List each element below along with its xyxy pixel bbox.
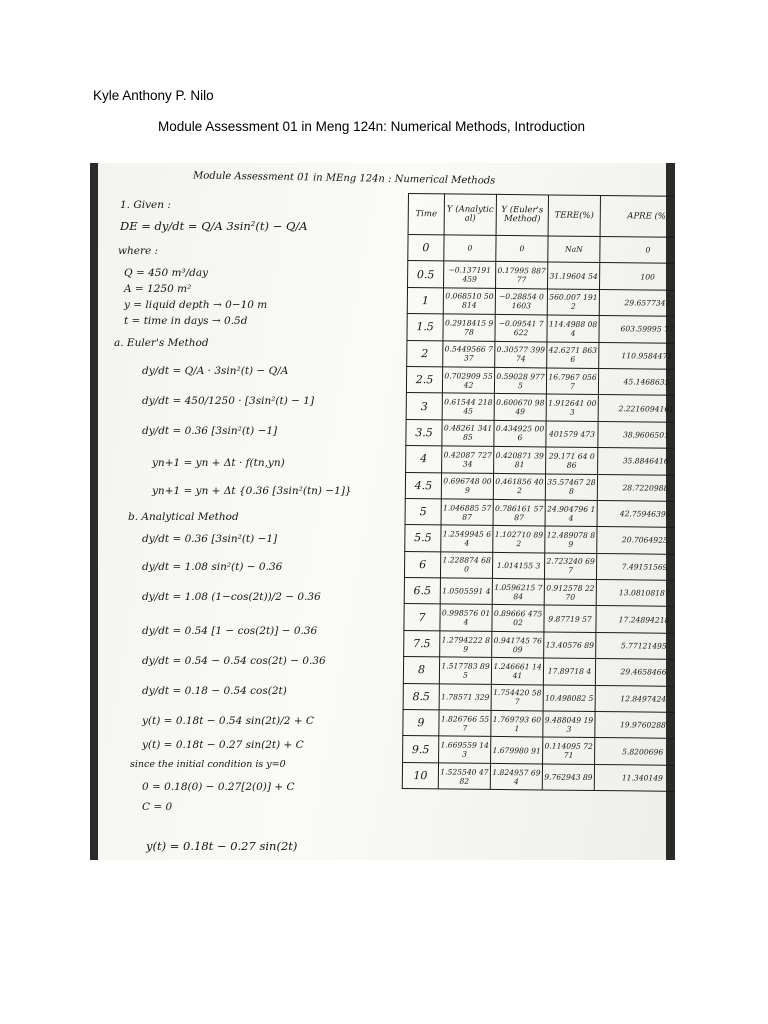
- table-cell: 0.2918415 978: [443, 314, 495, 341]
- table-cell: 5.5: [405, 525, 441, 552]
- table-cell: 42.6271 8636: [547, 342, 599, 369]
- euler-heading: a. Euler's Method: [114, 337, 209, 349]
- table-cell: 42.75946396: [597, 500, 675, 527]
- table-cell: 13.40576 89: [544, 632, 596, 659]
- given-equation: DE = dy/dt = Q/A 3sin²(t) − Q/A: [120, 219, 308, 233]
- table-cell: 13.08108187: [596, 580, 675, 607]
- table-cell: 24.904796 14: [545, 500, 597, 527]
- solution-eq-2: y(t) = 0.18t − 0.27 sin(2t) + C: [142, 739, 304, 751]
- table-cell: 0.5: [408, 261, 444, 288]
- analytical-heading: b. Analytical Method: [128, 511, 239, 523]
- where-label: where :: [118, 245, 159, 257]
- table-row: [406, 419, 675, 448]
- table-row: [404, 604, 675, 633]
- given-a: A = 1250 m²: [124, 283, 192, 295]
- table-cell: 1.769793 601: [491, 710, 543, 737]
- table-cell: 0.702909 5542: [442, 367, 494, 394]
- table-cell: 603.59995 77: [599, 316, 675, 343]
- table-cell: 28.7220988: [597, 474, 675, 501]
- solution-eq-3: 0 = 0.18(0) − 0.27[2(0)] + C: [142, 781, 295, 793]
- table-cell: 0.61544 21845: [442, 393, 494, 420]
- table-cell: 1.517783 895: [439, 657, 491, 684]
- solution-eq-4: C = 0: [142, 801, 173, 813]
- table-body: [402, 235, 675, 792]
- table-cell: 0.48261 34185: [442, 420, 494, 447]
- table-cell: 0.17995 88777: [496, 262, 548, 289]
- header-y-euler: Y (Euler's Method): [496, 194, 548, 236]
- table-cell: 0.941745 7609: [492, 631, 544, 658]
- table-cell: 0.5449566 737: [443, 340, 495, 367]
- table-header-row: [408, 194, 675, 238]
- table-cell: 1.669559 143: [439, 736, 491, 763]
- table-cell: 1.754420 587: [491, 684, 543, 711]
- analytical-eq-2: dy/dt = 1.08 sin²(t) − 0.36: [142, 561, 283, 573]
- table-cell: 1.78571 329: [439, 683, 491, 710]
- table-row: [405, 498, 675, 527]
- table-row: [405, 472, 675, 501]
- table-cell: 1.2549945 64: [441, 525, 493, 552]
- table-cell: 0.114095 7271: [543, 737, 595, 764]
- table-cell: 10.498082 5: [543, 685, 595, 712]
- table-row: [402, 762, 675, 791]
- table-cell: 1.228874 680: [440, 552, 492, 579]
- table-cell: 0.912578 2270: [544, 579, 596, 606]
- table-cell: 0.600670 9849: [494, 394, 546, 421]
- euler-eq-2: dy/dt = 450/1250 · [3sin²(t) − 1]: [142, 395, 315, 407]
- table-cell: 35.57467 288: [545, 473, 597, 500]
- euler-eq-4: yn+1 = yn + Δt · f(tn,yn): [152, 457, 285, 469]
- table-cell: 1.824957 694: [490, 763, 542, 790]
- table-cell: 2.5: [406, 366, 442, 393]
- table-cell: 0.89666 47502: [492, 605, 544, 632]
- table-row: [405, 525, 675, 554]
- table-cell: 11.340149: [594, 764, 675, 791]
- table-cell: −0.137191 459: [444, 261, 496, 288]
- table-cell: 110.9584471: [599, 342, 675, 369]
- table-cell: 114.4988 084: [547, 315, 599, 342]
- results-table-wrap: [402, 193, 675, 792]
- table-cell: 20.7064925: [597, 527, 675, 554]
- table-cell: 1.679980 91: [491, 737, 543, 764]
- table-row: [404, 578, 675, 607]
- header-time: Time: [408, 194, 444, 235]
- given-t: t = time in days → 0.5d: [124, 315, 248, 327]
- table-cell: 2: [407, 340, 443, 367]
- final-solution: y(t) = 0.18t − 0.27 sin(2t): [146, 839, 298, 853]
- table-cell: 1.0505591 4: [440, 578, 492, 605]
- table-cell: 8: [403, 657, 439, 684]
- table-cell: 1.2794222 89: [440, 631, 492, 658]
- table-cell: 1.046885 5787: [441, 499, 493, 526]
- table-cell: 1.5: [407, 314, 443, 341]
- table-row: [403, 683, 675, 712]
- table-row: [406, 393, 675, 422]
- author-name: Kyle Anthony P. Nilo: [93, 88, 214, 103]
- table-cell: −0.28854 01603: [495, 288, 547, 315]
- table-cell: 1.0596215 784: [492, 578, 544, 605]
- table-cell: 1: [407, 287, 443, 314]
- table-cell: 1.525540 4782: [438, 763, 490, 790]
- analytical-eq-5: dy/dt = 0.54 − 0.54 cos(2t) − 0.36: [142, 655, 326, 667]
- table-cell: 0.434925 006: [494, 420, 546, 447]
- table-cell: 1.246661 1441: [491, 658, 543, 685]
- table-cell: 0.068510 50814: [443, 288, 495, 315]
- euler-eq-5: yn+1 = yn + Δt {0.36 [3sin²(tn) −1]}: [152, 485, 352, 497]
- given-q: Q = 450 m³/day: [124, 267, 209, 279]
- table-cell: 29.4658466: [595, 659, 675, 686]
- table-row: [407, 287, 675, 316]
- table-cell: 7.5: [404, 630, 440, 657]
- results-table: [402, 193, 675, 792]
- table-cell: 7.49151569: [596, 553, 675, 580]
- table-cell: 560.007 1912: [547, 289, 599, 316]
- table-cell: 9.488049 193: [543, 711, 595, 738]
- table-cell: 0: [444, 235, 496, 262]
- table-cell: 0: [496, 235, 548, 262]
- table-cell: −0.09541 7622: [495, 315, 547, 342]
- analytical-eq-4: dy/dt = 0.54 [1 − cos(2t)] − 0.36: [142, 625, 318, 637]
- table-cell: 9: [403, 710, 439, 737]
- euler-eq-1: dy/dt = Q/A · 3sin²(t) − Q/A: [142, 365, 289, 377]
- header-tere: TERE(%): [548, 195, 600, 237]
- table-cell: 5.8200696: [595, 738, 675, 765]
- table-row: [406, 446, 675, 475]
- table-cell: 0: [600, 237, 675, 264]
- table-row: [403, 736, 675, 765]
- header-apre: APRE (%): [600, 196, 675, 238]
- table-cell: 1.826766 557: [439, 710, 491, 737]
- table-cell: 4: [406, 446, 442, 473]
- table-cell: 12.8497424: [595, 685, 675, 712]
- table-cell: 35.8846416: [598, 448, 675, 475]
- document-title: Module Assessment 01 in Meng 124n: Numerical Methods, Introduction: [158, 119, 585, 134]
- table-cell: 17.89718 4: [543, 658, 595, 685]
- table-cell: 0.59028 9775: [494, 367, 546, 394]
- table-cell: 2.2216094161: [598, 395, 675, 422]
- table-row: [403, 657, 675, 686]
- table-row: [406, 366, 675, 395]
- handwritten-photo: [90, 163, 675, 860]
- solution-eq-1: y(t) = 0.18t − 0.54 sin(2t)/2 + C: [142, 715, 314, 727]
- table-row: [407, 314, 675, 343]
- table-cell: 6: [404, 551, 440, 578]
- table-cell: 29.6577341: [599, 289, 675, 316]
- table-cell: 31.19604 54: [548, 262, 600, 289]
- table-cell: 1.102710 892: [493, 526, 545, 553]
- table-cell: 0.461856 402: [493, 473, 545, 500]
- table-cell: 38.9606501: [598, 421, 675, 448]
- table-cell: 7: [404, 604, 440, 631]
- table-cell: 401579 473: [546, 421, 598, 448]
- table-cell: 6.5: [404, 578, 440, 605]
- table-cell: 0.696748 009: [441, 472, 493, 499]
- paper-sheet: [98, 163, 675, 860]
- table-row: [404, 551, 675, 580]
- table-cell: 9.762943 89: [542, 764, 594, 791]
- table-cell: 16.7967 0567: [546, 368, 598, 395]
- table-cell: 2.723240 697: [544, 553, 596, 580]
- analytical-eq-3: dy/dt = 1.08 (1−cos(2t))/2 − 0.36: [142, 591, 321, 603]
- table-cell: 0: [408, 235, 444, 262]
- table-row: [403, 710, 675, 739]
- table-cell: 0.420871 3981: [494, 447, 546, 474]
- table-cell: 3.5: [406, 419, 442, 446]
- table-cell: 10: [402, 762, 438, 789]
- table-cell: 45.1468635: [598, 368, 675, 395]
- table-row: [408, 235, 675, 264]
- paper-heading: Module Assessment 01 in MEng 124n : Numerical Methods: [192, 170, 496, 187]
- table-cell: 4.5: [405, 472, 441, 499]
- table-cell: NaN: [548, 236, 600, 263]
- table-cell: 5: [405, 498, 441, 525]
- table-cell: 3: [406, 393, 442, 420]
- table-cell: 17.24894218: [596, 606, 675, 633]
- initial-condition: since the initial condition is y=0: [130, 759, 286, 770]
- table-row: [404, 630, 675, 659]
- table-cell: 9.87719 57: [544, 605, 596, 632]
- header-y-analytical: Y (Analytical): [444, 194, 496, 236]
- table-cell: 0.786161 5787: [493, 499, 545, 526]
- table-cell: 19.9760288: [595, 712, 675, 739]
- table-cell: 29.171 64 086: [546, 447, 598, 474]
- table-cell: 12.489078 89: [545, 526, 597, 553]
- analytical-eq-1: dy/dt = 0.36 [3sin²(t) −1]: [142, 533, 278, 545]
- table-cell: 1.014155 3: [492, 552, 544, 579]
- table-row: [407, 340, 675, 369]
- table-cell: 0.42087 72734: [442, 446, 494, 473]
- euler-eq-3: dy/dt = 0.36 [3sin²(t) −1]: [142, 425, 278, 437]
- table-cell: 5.77121495: [596, 632, 675, 659]
- table-cell: 1.912641 003: [546, 394, 598, 421]
- table-cell: 100: [600, 263, 675, 290]
- given-label: 1. Given :: [120, 199, 171, 211]
- table-row: [408, 261, 675, 290]
- table-cell: 9.5: [403, 736, 439, 763]
- table-cell: 0.998576 014: [440, 604, 492, 631]
- table-cell: 0.30577 39974: [495, 341, 547, 368]
- table-cell: 8.5: [403, 683, 439, 710]
- given-y: y = liquid depth → 0−10 m: [124, 299, 268, 311]
- analytical-eq-6: dy/dt = 0.18 − 0.54 cos(2t): [142, 685, 287, 697]
